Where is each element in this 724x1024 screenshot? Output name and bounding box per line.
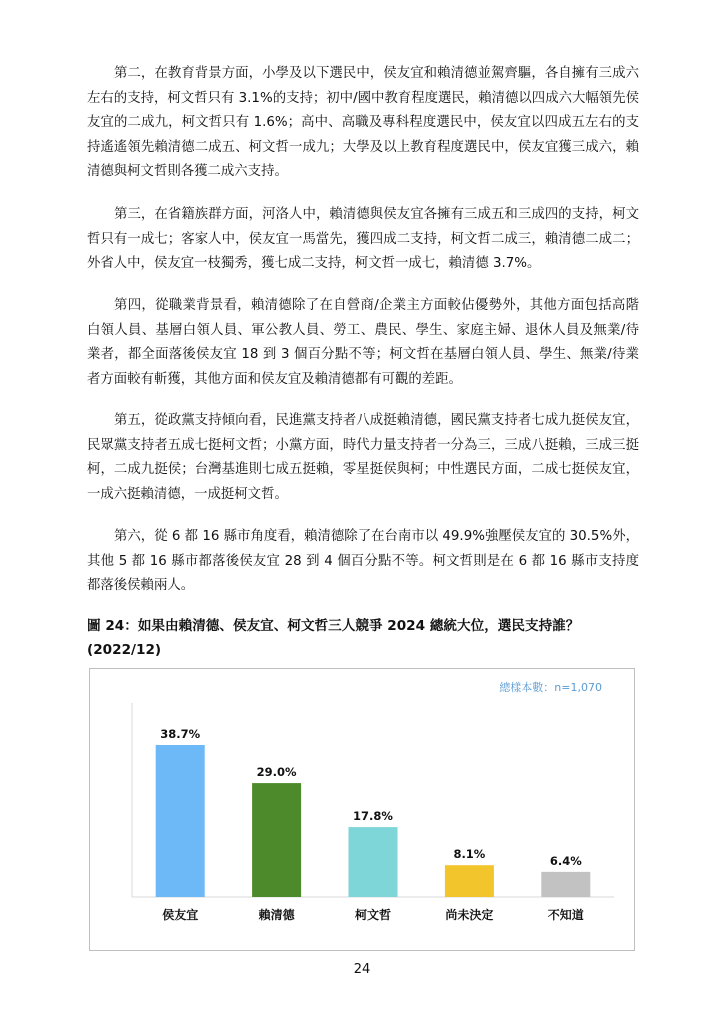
bar-3 — [349, 827, 398, 897]
data-label-4: 8.1% — [453, 847, 486, 862]
category-label-5: 不知道 — [547, 908, 584, 922]
paragraph-occupation: 第四，從職業背景看，賴清德除了在自營商/企業主方面較佔優勢外，其他方面包括高階白領人員、基層白領人員、軍公教人員、勞工、農民、學生、家庭主婦、退休人員及無業/待業者，都全面落後侯友宜 18 到 3 個百分點不等；柯文哲在基層白領人員、學生、無業/待業者方面較有斬獲，其他方面和侯友宜及賴清德都有可觀的差距。 — [87, 298, 639, 387]
bar-chart — [90, 669, 636, 952]
category-label-4: 尚未決定 — [445, 908, 494, 922]
bar-1 — [156, 745, 205, 897]
sample-size-note: 總樣本數：n=1,070 — [499, 681, 602, 694]
bar-5 — [541, 872, 590, 897]
category-label-3: 柯文哲 — [354, 908, 392, 922]
paragraph-education: 第二，在教育背景方面，小學及以下選民中，侯友宜和賴清德並駕齊驅，各自擁有三成六左右的支持，柯文哲只有 3.1%的支持；初中/國中教育程度選民，賴清德以四成六大幅領先侯友宜的二成九，柯文哲只有 1.6%；高中、高職及專科程度選民中，侯友宜以四成五左右的支持遙遙領先賴清德二成五、柯文哲一成九；大學及以上教育程度選民中，侯友宜獲三成六，賴清德與柯文哲則各獲二成六支持。 — [87, 66, 639, 179]
paragraph-ethnicity: 第三，在省籍族群方面，河洛人中，賴清德與侯友宜各擁有三成五和三成四的支持，柯文哲只有一成七；客家人中，侯友宜一馬當先，獲四成二支持，柯文哲二成三，賴清德二成二；外省人中，侯友宜一枝獨秀，獲七成二支持，柯文哲一成七，賴清德 3.7%。 — [87, 207, 639, 271]
paragraph-party: 第五，從政黨支持傾向看，民進黨支持者八成挺賴清德，國民黨支持者七成九挺侯友宜，民眾黨支持者五成七挺柯文哲；小黨方面，時代力量支持者一分為三，三成八挺賴，三成三挺柯，二成九挺侯；台灣基進則七成五挺賴，零星挺侯與柯；中性選民方面，二成七挺侯友宜，一成六挺賴清德，一成挺柯文哲。 — [87, 413, 639, 502]
category-label-2: 賴清德 — [258, 908, 295, 922]
category-label-1: 侯友宜 — [162, 908, 199, 922]
data-label-2: 29.0% — [256, 765, 297, 780]
figure-title — [87, 614, 647, 662]
bar-2 — [252, 783, 301, 897]
page-number: 24 — [353, 962, 371, 977]
bar-4 — [445, 865, 494, 897]
paragraph-cities: 第六，從 6 都 16 縣市角度看，賴清德除了在台南市以 49.9%強壓侯友宜的 30.5%外，其他 5 都 16 縣市都落後侯友宜 28 到 4 個百分點不等。柯文哲則是在 6 都 16 縣市支持度都落後侯賴兩人。 — [87, 529, 639, 593]
data-label-5: 6.4% — [549, 853, 582, 868]
chart-frame — [89, 668, 635, 951]
data-label-1: 38.7% — [160, 727, 201, 741]
figure-title-line1: 圖 24：如果由賴清德、侯友宜、柯文哲三人競爭 2024 總統大位，選民支持誰？ — [87, 618, 580, 634]
data-label-3: 17.8% — [353, 809, 393, 824]
figure-title-line2: (2022/12) — [87, 642, 162, 658]
